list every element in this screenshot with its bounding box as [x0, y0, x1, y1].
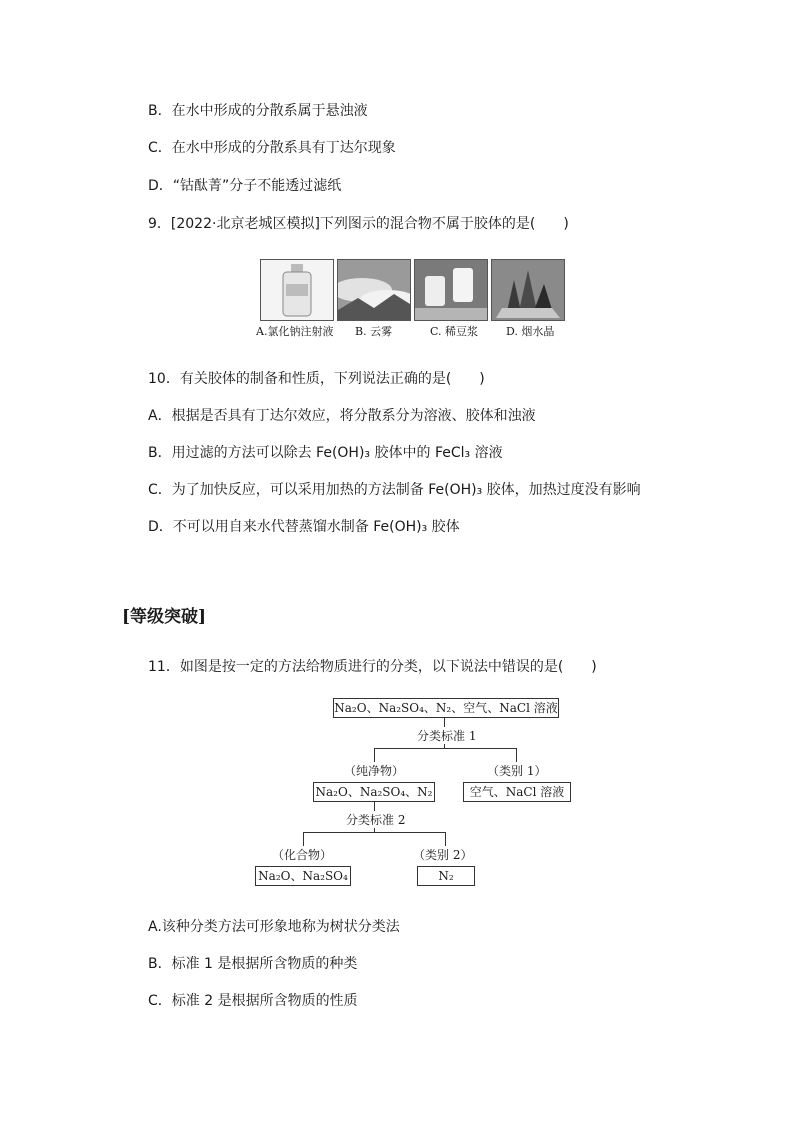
saline-bottle-picture: [260, 259, 334, 321]
q11-option-a: A.该种分类方法可形象地称为树状分类法: [148, 919, 400, 935]
compound-label: （化合物）: [272, 848, 333, 862]
section-title: [等级突破]: [122, 607, 207, 627]
caption-c: C. 稀豆浆: [430, 325, 479, 338]
standard-2-label: 分类标准 2: [346, 813, 406, 827]
q9-stem: 9．[2022·北京老城区模拟]下列图示的混合物不属于胶体的是( ): [148, 216, 569, 232]
category-2-label: （类别 2）: [413, 848, 473, 862]
compound-box: Na₂O、Na₂SO₄: [255, 866, 351, 886]
q11-stem: 11．如图是按一定的方法给物质进行的分类，以下说法中错误的是( ): [148, 659, 597, 675]
q10-option-d: D．不可以用自来水代替蒸馏水制备 Fe(OH)₃ 胶体: [148, 519, 460, 535]
smoky-quartz-picture: [491, 259, 565, 321]
q8-option-d: D．“钴酞菁”分子不能透过滤纸: [148, 178, 342, 194]
caption-b: B. 云雾: [355, 325, 393, 338]
q11-option-c: C．标准 2 是根据所含物质的性质: [148, 993, 358, 1009]
q11-option-b: B．标准 1 是根据所含物质的种类: [148, 956, 358, 972]
standard-1-label: 分类标准 1: [417, 729, 477, 743]
category-2-box: N₂: [417, 866, 475, 886]
pure-substance-box: Na₂O、Na₂SO₄、N₂: [313, 782, 435, 802]
q10-option-a: A．根据是否具有丁达尔效应，将分散系分为溶液、胶体和浊液: [148, 408, 536, 424]
q10-option-b: B．用过滤的方法可以除去 Fe(OH)₃ 胶体中的 FeCl₃ 溶液: [148, 445, 503, 461]
q8-option-c: C．在水中形成的分散系具有丁达尔现象: [148, 140, 396, 156]
category-1-box: 空气、NaCl 溶液: [463, 782, 571, 802]
pure-substance-label: （纯净物）: [344, 764, 405, 778]
cloud-fog-picture: [337, 259, 411, 321]
caption-a: A.氯化钠注射液: [256, 325, 334, 338]
caption-d: D. 烟水晶: [506, 325, 555, 338]
category-1-label: （类别 1）: [487, 764, 547, 778]
q8-option-b: B．在水中形成的分散系属于悬浊液: [148, 103, 368, 119]
top-box: Na₂O、Na₂SO₄、N₂、空气、NaCl 溶液: [333, 698, 559, 718]
q10-stem: 10．有关胶体的制备和性质，下列说法正确的是( ): [148, 371, 485, 387]
soy-milk-picture: [414, 259, 488, 321]
q10-option-c: C．为了加快反应，可以采用加热的方法制备 Fe(OH)₃ 胶体，加热过度没有影响: [148, 482, 641, 498]
q9-pictures: [256, 259, 566, 339]
